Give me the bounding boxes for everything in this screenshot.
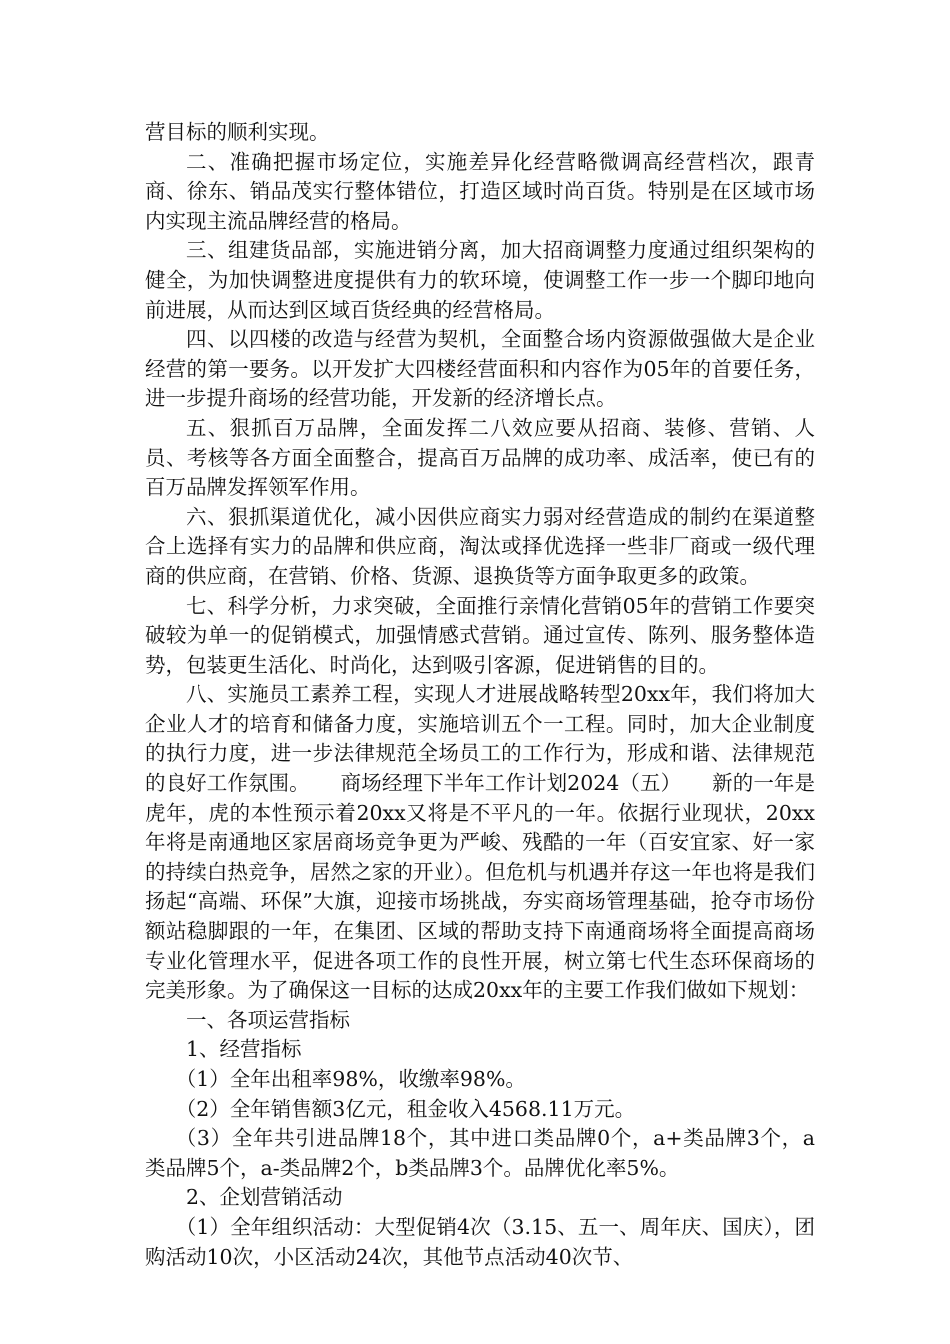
item-annual-activities: （1）全年组织活动：大型促销4次（3.15、五一、周年庆、国庆），团购活动10次，小区活动24次，其他节点活动40次节、	[145, 1214, 815, 1269]
document-body	[145, 118, 815, 1272]
paragraph-point-7: 七、科学分析，力求突破，全面推行亲情化营销05年的营销工作要突破较为单一的促销模式，加强情感式营销。通过宣传、陈列、服务整体造势，包装更生活化、时尚化，达到吸引客源，促进销售的目的。	[145, 593, 815, 677]
heading-operating-indicators: 一、各项运营指标	[186, 1007, 350, 1032]
subheading-marketing-activities: 2、企划营销活动	[186, 1185, 343, 1210]
paragraph-point-3: 三、组建货品部，实施进销分离，加大招商调整力度通过组织架构的健全，为加快调整进度提供有力的软环境，使调整工作一步一个脚印地向前进展，从而达到区域百货经典的经营格局。	[145, 238, 815, 322]
paragraph-point-2: 二、准确把握市场定位，实施差异化经营略微调高经营档次，跟青商、徐东、销品茂实行整体错位，打造区域时尚百货。特别是在区域市场内实现主流品牌经营的格局。	[145, 149, 815, 233]
paragraph-point-5: 五、狠抓百万品牌，全面发挥二八效应要从招商、装修、营销、人员、考核等各方面全面整合，提高百万品牌的成功率、成活率，使已有的百万品牌发挥领军作用。	[145, 415, 815, 500]
item-sales-revenue: （2）全年销售额3亿元，租金收入4568.11万元。	[175, 1096, 636, 1121]
paragraph-point-6: 六、狠抓渠道优化，减小因供应商实力弱对经营造成的制约在渠道整合上选择有实力的品牌和供应商，淘汰或择优选择一些非厂商或一级代理商的供应商，在营销、价格、货源、退换货等方面争取更多的政策。	[145, 504, 815, 588]
paragraph-point-4: 四、以四楼的改造与经营为契机，全面整合场内资源做强做大是企业经营的第一要务。以开发扩大四楼经营面积和内容作为05年的首要任务，进一步提升商场的经营功能，开发新的经济增长点。	[145, 327, 815, 411]
item-brand-introduction: （3）全年共引进品牌18个，其中进口类品牌0个，a+类品牌3个，a类品牌5个，a-类品牌2个，b类品牌3个。品牌优化率5%。	[145, 1126, 815, 1180]
subheading-business-indicators: 1、经营指标	[186, 1037, 302, 1062]
paragraph-continuation: 营目标的顺利实现。	[145, 120, 330, 144]
paragraph-point-8-and-plan: 八、实施员工素养工程，实现人才进展战略转型20xx年，我们将加大企业人才的培育和储备力度，实施培训五个一工程。同时，加大企业制度的执行力度，进一步法律规范全场员工的工作行为，形成和谐、法律规范的良好工作氛围。 商场经理下半年工作计划2024（五） 新的一年是虎年，虎的本性预示着20xx又将是不平凡的一年。依据行业现状，20xx年将是南通地区家居商场竞争更为严峻、残酷的一年（百安宜家、好一家的持续白热竞争，居然之家的开业）。但危机与机遇并存这一年也将是我们扬起“高端、环保”大旗，迎接市场挑战，夯实商场管理基础，抢夺市场份额站稳脚跟的一年，在集团、区域的帮助支持下南通商场将全面提高商场专业化管理水平，促进各项工作的良性开展，树立第七代生态环保商场的完美形象。为了确保这一目标的达成20xx年的主要工作我们做如下规划：	[145, 682, 815, 1003]
item-occupancy-rate: （1）全年出租率98%，收缴率98%。	[175, 1067, 526, 1091]
